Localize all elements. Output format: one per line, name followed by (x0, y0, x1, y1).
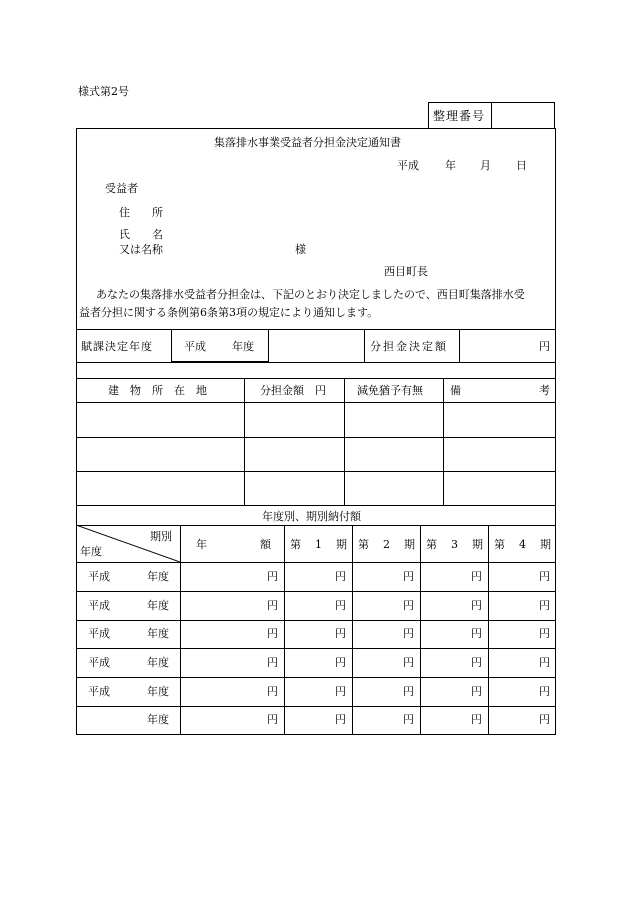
yen-cell: 円 (471, 656, 482, 669)
issuer: 西目町長 (384, 265, 428, 278)
prop-header-notes-2: 考 (539, 384, 550, 397)
name-label-alt: 又は名称 (119, 243, 163, 256)
yen-cell: 円 (539, 656, 550, 669)
yen-cell: 円 (267, 713, 278, 726)
yen-cell: 円 (539, 627, 550, 640)
yen-cell: 円 (471, 685, 482, 698)
row-era: 平成 (88, 570, 110, 583)
prop-header-location: 建 物 所 在 地 (108, 384, 207, 397)
yen-cell: 円 (403, 599, 414, 612)
recipient-label: 受益者 (105, 182, 138, 195)
date-month: 月 (480, 159, 491, 172)
body-text-2: 益者分担に関する条例第6条第3項の規定により通知します。 (79, 306, 379, 319)
col-nen: 年 (196, 538, 207, 551)
address-label: 住 所 (119, 206, 163, 219)
yen-cell: 円 (471, 713, 482, 726)
period-4-ki: 期 (540, 538, 551, 551)
period-3-ki: 期 (472, 538, 483, 551)
yen-cell: 円 (539, 685, 550, 698)
amount-unit: 円 (539, 340, 550, 353)
form-number: 様式第2号 (78, 85, 129, 98)
seiri-label: 整理番号 (433, 109, 486, 123)
yen-cell: 円 (403, 570, 414, 583)
period-4-dai: 第 (494, 538, 505, 551)
yen-cell: 円 (471, 570, 482, 583)
yen-cell: 円 (403, 685, 414, 698)
period-3-dai: 第 (426, 538, 437, 551)
period-1-dai: 第 (290, 538, 301, 551)
prop-header-exemption: 減免猶予有無 (357, 384, 423, 397)
row-unit: 年度 (147, 570, 169, 583)
period-2-ki: 期 (404, 538, 415, 551)
row-era: 平成 (88, 627, 110, 640)
name-label: 氏 名 (119, 228, 163, 241)
yen-cell: 円 (539, 599, 550, 612)
yen-cell: 円 (335, 656, 346, 669)
period-3-num: 3 (451, 538, 458, 551)
row-unit: 年度 (147, 685, 169, 698)
document-title: 集落排水事業受益者分担金決定通知書 (214, 136, 401, 149)
period-2-num: 2 (383, 538, 390, 551)
yen-cell: 円 (335, 627, 346, 640)
row-unit: 年度 (147, 656, 169, 669)
row-era: 平成 (88, 599, 110, 612)
yen-cell: 円 (267, 656, 278, 669)
yen-cell: 円 (335, 570, 346, 583)
yen-cell: 円 (471, 599, 482, 612)
row-era: 平成 (88, 685, 110, 698)
yen-cell: 円 (539, 570, 550, 583)
date-year: 年 (445, 159, 456, 172)
prop-header-amount: 分担金額 円 (260, 384, 326, 397)
yen-cell: 円 (267, 599, 278, 612)
amount-label: 分担金決定額 (370, 340, 448, 353)
yen-cell: 円 (267, 627, 278, 640)
row-era: 平成 (88, 656, 110, 669)
yen-cell: 円 (403, 713, 414, 726)
assessment-era: 平成 (184, 340, 206, 353)
period-4-num: 4 (519, 538, 526, 551)
period-2-dai: 第 (358, 538, 369, 551)
yen-cell: 円 (335, 599, 346, 612)
form-frame (76, 128, 556, 735)
installment-title: 年度別、期別納付額 (262, 510, 361, 523)
row-unit: 年度 (147, 599, 169, 612)
yen-cell: 円 (335, 713, 346, 726)
date-era: 平成 (397, 159, 419, 172)
date-day: 日 (516, 159, 527, 172)
body-text-1: あなたの集落排水受益者分担金は、下記のとおり決定しましたので、西目町集落排水受 (96, 288, 525, 301)
corner-bottom-label: 年度 (80, 545, 102, 558)
period-1-ki: 期 (336, 538, 347, 551)
prop-header-notes-1: 備 (450, 384, 461, 397)
yen-cell: 円 (471, 627, 482, 640)
col-gaku: 額 (260, 538, 271, 551)
yen-cell: 円 (403, 627, 414, 640)
row-unit: 年度 (147, 627, 169, 640)
corner-top-label: 期別 (150, 530, 172, 543)
yen-cell: 円 (335, 685, 346, 698)
honorific: 様 (295, 243, 306, 256)
yen-cell: 円 (267, 685, 278, 698)
yen-cell: 円 (267, 570, 278, 583)
period-1-num: 1 (315, 538, 322, 551)
assessment-year-unit: 年度 (232, 340, 254, 353)
row-unit: 年度 (147, 713, 169, 726)
assessment-year-label: 賦課決定年度 (81, 340, 153, 353)
yen-cell: 円 (539, 713, 550, 726)
yen-cell: 円 (403, 656, 414, 669)
